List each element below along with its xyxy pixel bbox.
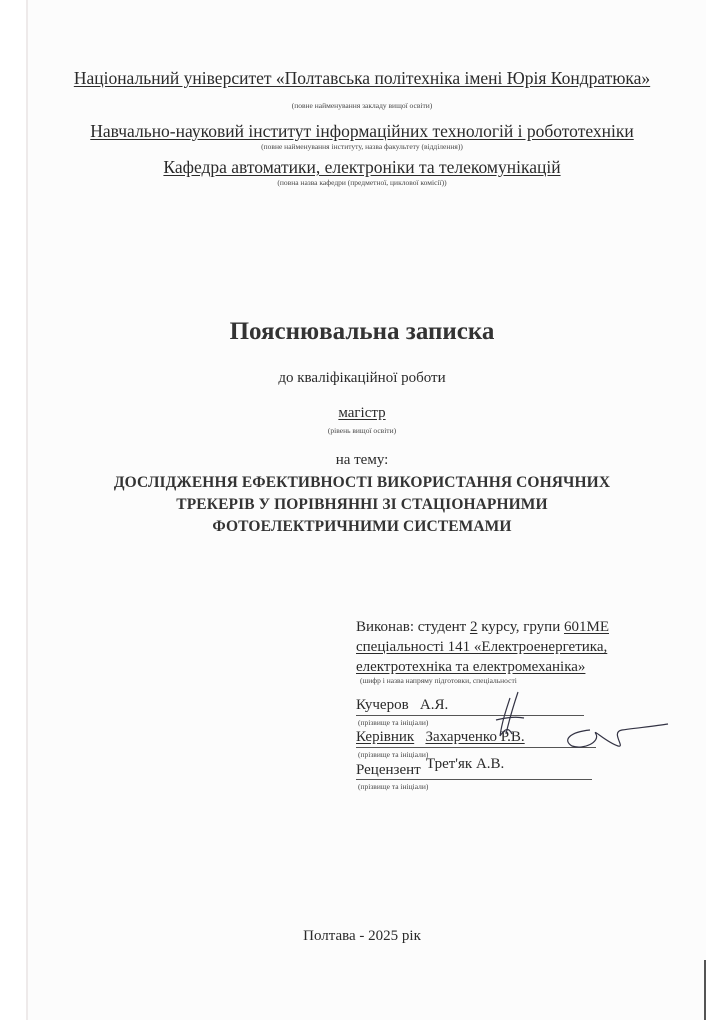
- university-note: (повне найменування закладу вищої освіти): [291, 101, 433, 110]
- student-name: Кучеров А.Я.: [356, 697, 449, 713]
- theme-line: ТРЕКЕРІВ У ПОРІВНЯННІ ЗІ СТАЦІОНАРНИМИ: [176, 496, 548, 513]
- reviewer-label: Рецензент: [356, 762, 421, 778]
- theme-line: ФОТОЕЛЕКТРИЧНИМИ СИСТЕМАМИ: [212, 518, 512, 535]
- reviewer-signature-line: [356, 779, 592, 780]
- supervisor-note: (прізвище та ініціали): [358, 750, 429, 759]
- course-number: 2: [469, 619, 478, 635]
- student-signature-icon: [490, 690, 530, 740]
- theme-title: [0, 472, 724, 538]
- page-edge-shadow: [704, 960, 706, 1020]
- document-subtitle: до кваліфікаційної роботи: [278, 370, 446, 386]
- reviewer-name: Трет'як А.В.: [426, 756, 505, 772]
- city-year: Полтава - 2025 рік: [303, 928, 421, 944]
- supervisor-label: Керівник: [356, 729, 415, 745]
- student-signature-line: [356, 715, 584, 716]
- institute-note: (повне найменування інституту, назва факультету (відділення)): [261, 142, 463, 151]
- theme-label: на тему:: [335, 452, 389, 468]
- theme-line: ДОСЛІДЖЕННЯ ЕФЕКТИВНОСТІ ВИКОРИСТАННЯ СОНЯЧНИХ: [113, 474, 611, 491]
- specialty-note: (шифр і назва напряму підготовки, спеціальності: [360, 676, 517, 685]
- supervisor-name: Захарченко Р.В.: [425, 729, 525, 745]
- group-code: 601МЕ: [563, 619, 609, 635]
- department-note: (повна назва кафедри (предметної, циклової комісії)): [277, 178, 447, 187]
- institute-name: Навчально-науковий інститут інформаційних технологій і робототехніки: [90, 121, 634, 141]
- document-title: Пояснювальна записка: [229, 318, 495, 345]
- university-name: Національний університет «Полтавська політехніка імені Юрія Кондратюка»: [73, 68, 651, 88]
- performed-line: [356, 617, 686, 637]
- degree-level: магістр: [338, 405, 386, 421]
- student-note: (прізвище та ініціали): [358, 718, 429, 727]
- reviewer-note: (прізвище та ініціали): [358, 782, 429, 791]
- supervisor-signature-icon: [560, 722, 670, 752]
- course-suffix: курсу, групи: [477, 619, 564, 635]
- author-block: [356, 617, 686, 677]
- degree-note: (рівень вищої освіти): [327, 426, 397, 435]
- performed-prefix: Виконав: студент: [356, 619, 470, 635]
- department-name: Кафедра автоматики, електроніки та телекомунікацій: [163, 157, 561, 177]
- specialty-line-1: спеціальності 141 «Електроенергетика,: [356, 639, 608, 655]
- specialty-line-2: електротехніка та електромеханіка»: [356, 659, 586, 675]
